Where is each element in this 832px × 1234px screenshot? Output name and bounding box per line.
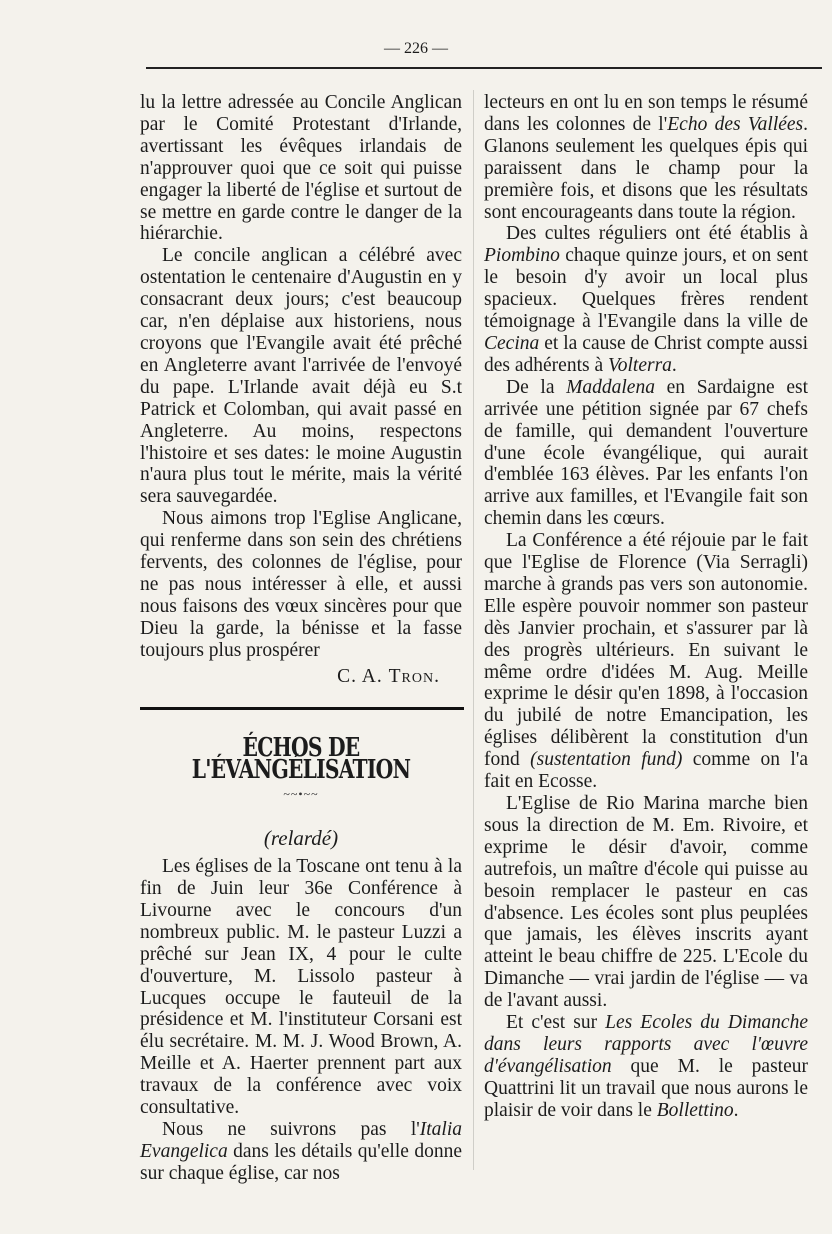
signature-name: Tron. <box>388 665 440 687</box>
text-run: . <box>671 354 677 376</box>
place-name: Maddalena <box>566 376 655 398</box>
paragraph <box>484 530 808 793</box>
text-run: en Sardaigne est arrivée une pétition signée par 67 chefs de famille, qui demandent l'ouverture d'une école évangélique, qui aurait d'emblée 163 élèves. Par les enfants l'on arrive aux familles, et l'Evangile fait son chemin dans les cœurs. <box>484 376 808 530</box>
paragraph <box>484 1012 808 1122</box>
paragraph <box>140 1119 462 1185</box>
ornament: ~~•~~ <box>283 787 319 802</box>
section-subtitle: (relardé) <box>263 826 339 851</box>
place-name: Cecina <box>484 332 540 354</box>
foreign-term: (sustentation fund) <box>530 749 683 771</box>
text-run: et la cause de Christ compte aussi des adhérents à <box>484 332 808 376</box>
text-run: chaque quinze jours, et on sent le besoin d'y avoir un local plus spacieux. Quelques frères rendent témoignage à l'Evangile dans la ville de <box>484 245 808 333</box>
right-column <box>484 92 808 1122</box>
place-name: Piombino <box>484 245 560 267</box>
text-run: Et c'est sur <box>506 1012 606 1034</box>
work-title: Les Ecoles du Dimanche dans leurs rapports avec l'œuvre d'évangélisation <box>484 1012 808 1077</box>
periodical-title: Italia Evangelica <box>140 1118 462 1162</box>
column-divider <box>473 90 474 1170</box>
paragraph <box>484 223 808 376</box>
text-run: . <box>733 1099 739 1121</box>
paragraph: Les églises de la Toscane ont tenu à la fin de Juin leur 36e Conférence à Livourne avec le concours d'un nombreux public. M. le pasteur Luzzi a prêché sur Jean IX, 4 pour le culte d'ouverture, M. Lissolo pasteur à Lucques occupe le fauteuil de la présidence et M. l'instituteur Corsani est élu secrétaire. M. M. J. Wood Brown, A. Meille et A. Haerter prennent part aux travaux de la conférence avec voix consultative. <box>140 856 462 1119</box>
author-signature <box>140 666 440 688</box>
text-run: De la <box>506 376 567 398</box>
section-divider <box>140 707 464 710</box>
periodical-title: Echo des Vallées <box>667 113 804 135</box>
page-number: — 226 — <box>384 40 448 57</box>
periodical-title: Bollettino <box>656 1099 734 1121</box>
paragraph: lu la lettre adressée au Concile Anglican par le Comité Protestant d'Irlande, avertissant les évêques irlandais de n'approuver quoi que ce soit qui puisse engager la liberté de l'église et surtout de se mettre en garde contre le danger de la hiérarchie. <box>140 92 462 245</box>
text-run: comme on l'a fait en Ecosse. <box>484 749 808 793</box>
place-name: Volterra <box>608 354 672 376</box>
text-run: La Conférence a été réjouie par le fait que l'Eglise de Florence (Via Serragli) marche à grands pas vers son autonomie. Elle espère pouvoir nommer son pasteur dès Janvier prochain, et s'assurer par là des progrès ultérieurs. En suivant le même ordre d'idées M. Aug. Meille exprime le désir qu'en 1898, à l'occasion du jubilé de notre Emancipation, les églises délibèrent la constitution d'un fond <box>484 530 808 771</box>
section-heading: ÉCHOS DE L'ÉVANGÉLISATION <box>191 733 411 786</box>
signature-initials: C. A. <box>337 665 389 687</box>
text-run: Nous ne suivrons pas l' <box>162 1118 420 1140</box>
text-run: que M. le pasteur Quattrini lit un travail que nous aurons le plaisir de voir dans le <box>484 1055 808 1121</box>
text-run: Des cultes réguliers ont été établis à <box>506 223 808 245</box>
header-rule <box>146 67 822 69</box>
paragraph: Le concile anglican a célébré avec ostentation le centenaire d'Augustin en y consacrant deux jours; c'est beaucoup car, n'en déplaise aux historiens, nous croyons que l'Evangile avait été prêché en Angleterre avant l'arrivée de l'envoyé du pape. L'Irlande avait déjà eu S.t Patrick et Colomban, qui avait passé en Angleterre. Au moins, respectons l'histoire et ses dates: le moine Augustin n'aura plus tout le mérite, mais la vérité sera sauvegardée. <box>140 245 462 508</box>
text-run: . Glanons seulement les quelques épis qui paraissent dans le champ pour la première fois, et disons que les résultats sont encourageants dans toute la région. <box>484 113 809 223</box>
paragraph: Nous aimons trop l'Eglise Anglicane, qui renferme dans son sein des chrétiens fervents, des colonnes de l'église, pour ne pas nous intéresser à elle, et aussi nous faisons des vœux sincères pour que Dieu la garde, la bénisse et la fasse toujours plus prospérer <box>140 508 462 661</box>
paragraph: L'Eglise de Rio Marina marche bien sous la direction de M. Em. Rivoire, et exprime le désir d'avoir, comme autrefois, un maître d'école qui puisse au besoin remplacer le pasteur en cas d'absence. Les écoles sont plus peuplées que jamais, les élèves inscrits ayant atteint le beau chiffre de 225. L'Ecole du Dimanche — vrai jardin de l'église — va de l'avant aussi. <box>484 793 808 1012</box>
paragraph <box>484 92 808 223</box>
paragraph <box>484 377 808 530</box>
text-run: lecteurs en ont lu en son temps le résumé dans les colonnes de l' <box>484 92 808 135</box>
left-column <box>140 92 462 1185</box>
text-run: dans les détails qu'elle donne sur chaque église, car nos <box>140 1140 462 1184</box>
